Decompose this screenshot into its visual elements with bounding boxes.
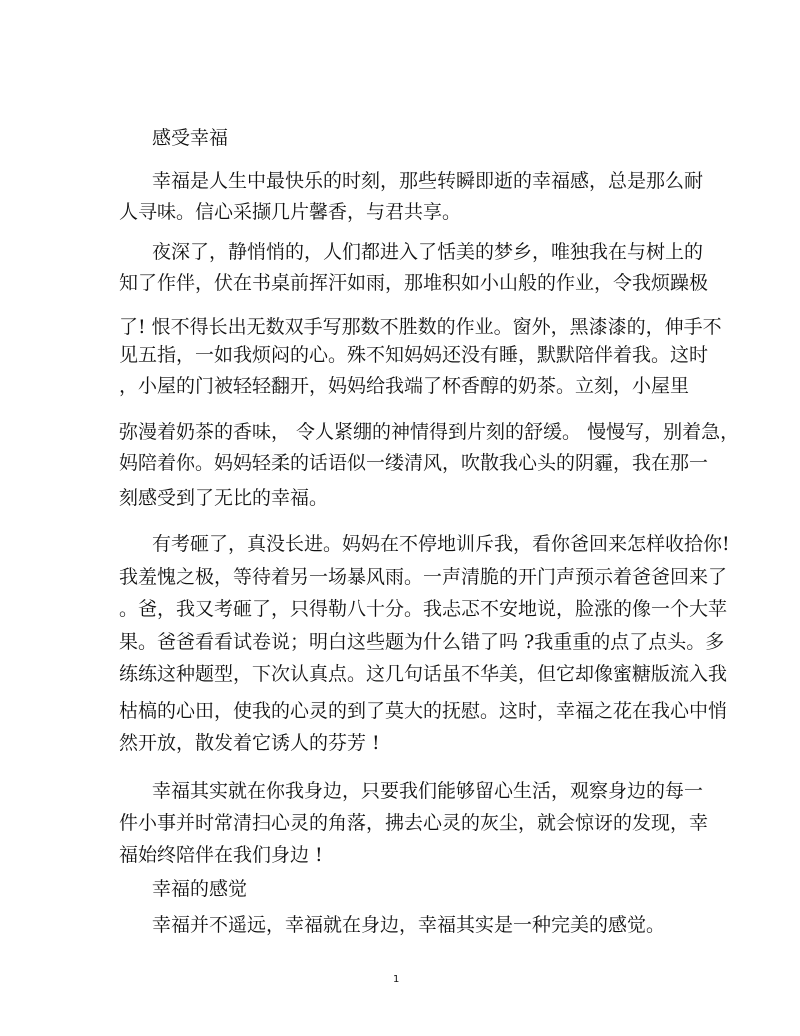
page-number: 1 [393, 974, 400, 985]
paragraph-line: 。爸，我又考砸了，只得勒八十分。我忐忑不安地说，脸涨的像一个大苹 [119, 598, 728, 620]
paragraph-line: 见五指，一如我烦闷的心。殊不知妈妈还没有睡，默默陪伴着我。这时 [119, 344, 709, 366]
paragraph-line: 了! 恨不得长出无数双手写那数不胜数的作业。窗外，黑漆漆的，伸手不 [119, 316, 722, 338]
paragraph-line: 幸福其实就在你我身边，只要我们能够留心生活，观察身边的每一 [152, 780, 704, 802]
section-title: 感受幸福 [152, 127, 229, 149]
paragraph-line: 刻感受到了无比的幸福。 [119, 487, 329, 509]
paragraph-line: ，小屋的门被轻轻翻开，妈妈给我端了杯香醇的奶茶。立刻，小屋里 [119, 375, 690, 397]
paragraph-line: 妈陪着你。妈妈轻柔的话语似一缕清风，吹散我心头的阴霾，我在那一 [119, 452, 709, 474]
paragraph-line: 枯槁的心田，使我的心灵的到了莫大的抚慰。这时，幸福之花在我心中悄 [119, 700, 728, 722]
paragraph-line: 福始终陪伴在我们身边 ! [119, 844, 323, 866]
paragraph-line: 我羞愧之极，等待着另一场暴风雨。一声清脆的开门声预示着爸爸回来了 [119, 566, 728, 588]
paragraph-line: 件小事并时常清扫心灵的角落，拂去心灵的灰尘，就会惊讶的发现，幸 [119, 812, 709, 834]
paragraph-line: 然开放，散发着它诱人的芬芳 ! [119, 732, 380, 754]
paragraph-line: 幸福并不遥远，幸福就在身边，幸福其实是一种完美的感觉。 [152, 914, 666, 936]
paragraph-line: 练练这种题型，下次认真点。这几句话虽不华美，但它却像蜜糖版流入我 [119, 663, 728, 685]
paragraph-line: 人寻味。信心采撷几片馨香，与君共享。 [119, 201, 462, 223]
paragraph-line: 弥漫着奶茶的香味， 令人紧绷的神情得到片刻的舒缓。 慢慢写，别着急， [119, 421, 740, 443]
paragraph-line: 幸福是人生中最快乐的时刻，那些转瞬即逝的幸福感，总是那么耐 [152, 170, 704, 192]
section-title: 幸福的感觉 [152, 878, 248, 900]
paragraph-line: 有考砸了，真没长进。妈妈在不停地训斥我，看你爸回来怎样收拾你! [152, 533, 730, 555]
paragraph-line: 果。爸爸看看试卷说；明白这些题为什么错了吗 ?我重重的点了点头。多 [119, 631, 725, 653]
paragraph-line: 知了作伴，伏在书桌前挥汗如雨，那堆积如小山般的作业，令我烦躁极 [119, 272, 709, 294]
paragraph-line: 夜深了，静悄悄的，人们都进入了恬美的梦乡，唯独我在与树上的 [152, 241, 704, 263]
